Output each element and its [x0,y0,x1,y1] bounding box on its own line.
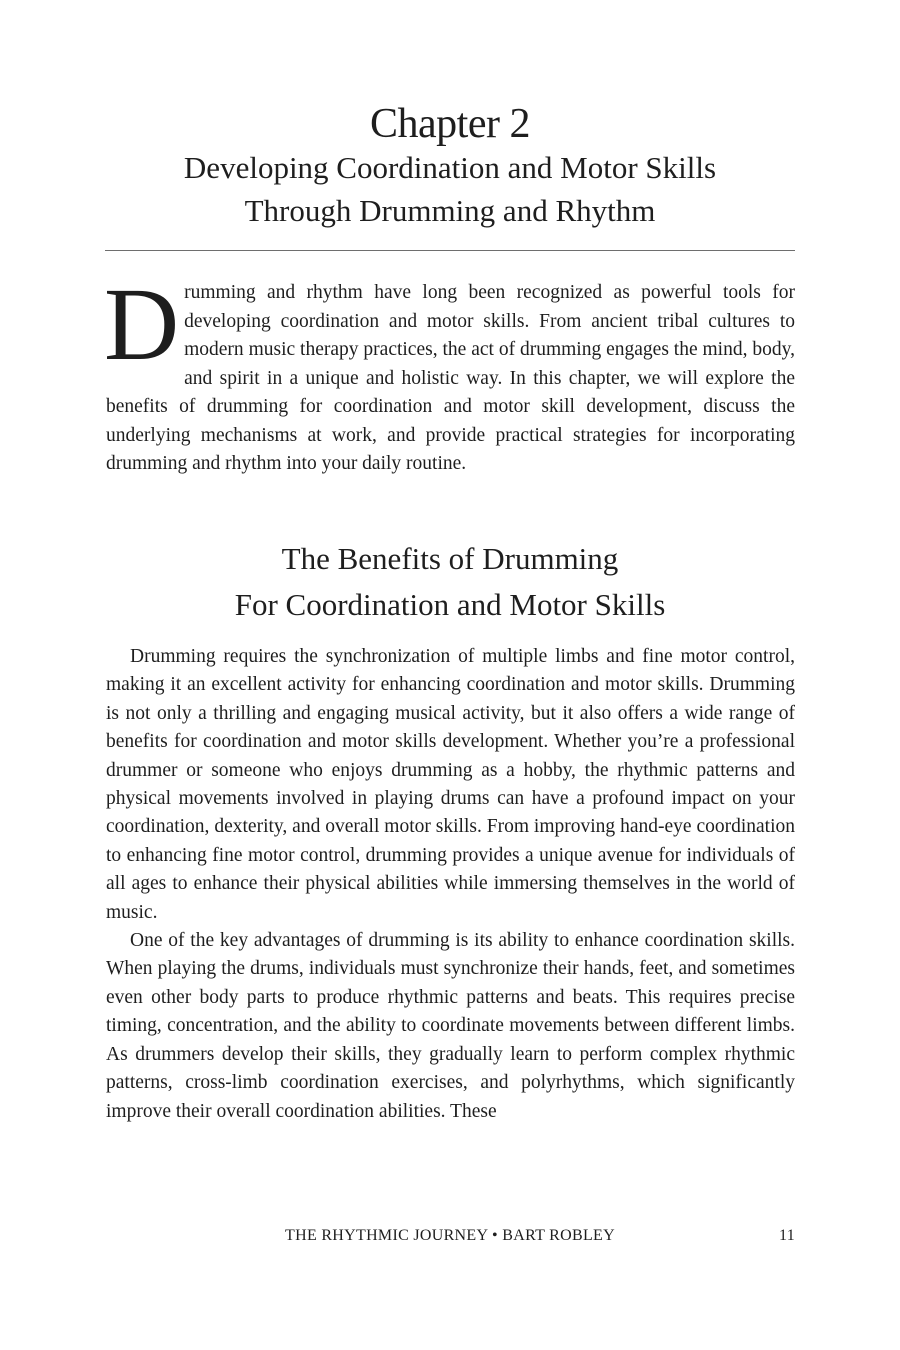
running-head: THE RHYTHMIC JOURNEY • BART ROBLEY [285,1227,615,1244]
body-paragraph: One of the key advantages of drumming is its ability to enhance coordination skills. When playing the drums, individuals must synchronize their hands, feet, and sometimes even other body parts to produce rhythmic patterns and beats. This requires precise timing, concentration, and the ability to coordinate movements between different limbs. As drummers develop their skills, they gradually learn to perform complex rhythmic patterns, cross-limb coordination exercises, and polyrhythms, which significantly improve their overall coordination abilities. These [106,930,795,1122]
chapter-title-line-2: Through Drumming and Rhythm [244,193,656,228]
title-divider [105,250,795,251]
drop-cap: D [104,267,180,382]
section-heading-line-1: The Benefits of Drumming [281,541,619,576]
body-paragraph: Drumming requires the synchronization of multiple limbs and fine motor control, making it an excellent activity for enhancing coordination and motor skills. Drumming is not only a thrilling and engaging musical activity, but it also offers a wide range of benefits for coordination and motor skills development. Whether you’re a professional drummer or someone who enjoys drumming as a hobby, the rhythmic patterns and physical movements involved in playing drums can have a profound impact on your coordination, dexterity, and overall motor skills. From improving hand-eye coordination to enhancing fine motor control, drumming provides a unique avenue for individuals of all ages to enhance their physical abilities while immersing themselves in the world of music. [106,646,795,923]
intro-paragraph [104,267,795,479]
section-heading-line-2: For Coordination and Motor Skills [234,587,666,622]
chapter-title [0,146,900,232]
chapter-title-line-1: Developing Coordination and Motor Skills [183,150,717,185]
chapter-number: Chapter 2 [370,101,530,147]
page-number: 11 [778,1227,795,1244]
section-body [106,643,795,1126]
section-heading [0,536,900,628]
intro-text: rumming and rhythm have long been recognized as powerful tools for developing coordination and motor skills. From ancient tribal cultures to modern music therapy practices, the act of drumming engages the mind, body, and spirit in a unique and holistic way. In this chapter, we will explore the benefits of drumming for coordination and motor skill development, discuss the underlying mechanisms at work, and provide practical strategies for incorporating drumming and rhythm into your daily routine. [106,282,795,474]
